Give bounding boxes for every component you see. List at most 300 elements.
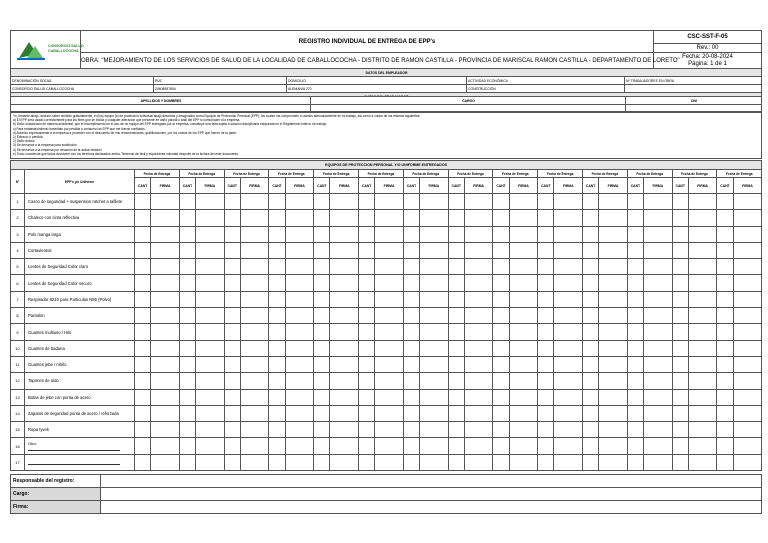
- signature-cell[interactable]: [733, 226, 762, 242]
- quantity-cell[interactable]: [224, 356, 240, 372]
- quantity-cell[interactable]: [269, 324, 285, 340]
- signature-cell[interactable]: [151, 242, 180, 258]
- quantity-cell[interactable]: [582, 275, 598, 291]
- signature-cell[interactable]: [599, 291, 628, 307]
- signature-cell[interactable]: [509, 210, 538, 226]
- signature-cell[interactable]: [688, 259, 717, 275]
- employer-value[interactable]: 20608987654: [154, 85, 287, 93]
- quantity-cell[interactable]: [314, 226, 330, 242]
- signature-cell[interactable]: [375, 226, 404, 242]
- signature-cell[interactable]: [688, 194, 717, 210]
- signature-cell[interactable]: [464, 405, 493, 421]
- quantity-cell[interactable]: [627, 422, 643, 438]
- quantity-cell[interactable]: [627, 259, 643, 275]
- quantity-cell[interactable]: [672, 259, 688, 275]
- signature-cell[interactable]: [196, 438, 225, 454]
- quantity-cell[interactable]: [448, 389, 464, 405]
- quantity-cell[interactable]: [672, 324, 688, 340]
- quantity-cell[interactable]: [269, 275, 285, 291]
- signature-cell[interactable]: [420, 259, 449, 275]
- quantity-cell[interactable]: [717, 422, 733, 438]
- signature-cell[interactable]: [285, 356, 314, 372]
- quantity-cell[interactable]: [493, 324, 509, 340]
- signature-cell[interactable]: [375, 438, 404, 454]
- signature-cell[interactable]: [375, 356, 404, 372]
- signature-cell[interactable]: [644, 324, 673, 340]
- signature-cell[interactable]: [240, 291, 269, 307]
- signature-cell[interactable]: [733, 275, 762, 291]
- quantity-cell[interactable]: [403, 291, 419, 307]
- signature-cell[interactable]: [599, 340, 628, 356]
- signature-cell[interactable]: [285, 373, 314, 389]
- quantity-cell[interactable]: [717, 373, 733, 389]
- signature-cell[interactable]: [196, 340, 225, 356]
- signature-cell[interactable]: [599, 242, 628, 258]
- quantity-cell[interactable]: [135, 226, 151, 242]
- quantity-cell[interactable]: [135, 291, 151, 307]
- quantity-cell[interactable]: [403, 389, 419, 405]
- quantity-cell[interactable]: [493, 454, 509, 470]
- signature-cell[interactable]: [688, 324, 717, 340]
- quantity-cell[interactable]: [403, 210, 419, 226]
- signature-cell[interactable]: [240, 275, 269, 291]
- quantity-cell[interactable]: [135, 356, 151, 372]
- quantity-cell[interactable]: [493, 389, 509, 405]
- quantity-cell[interactable]: [627, 242, 643, 258]
- signature-cell[interactable]: [733, 194, 762, 210]
- quantity-cell[interactable]: [269, 259, 285, 275]
- signature-cell[interactable]: [509, 226, 538, 242]
- quantity-cell[interactable]: [403, 242, 419, 258]
- employer-value[interactable]: [625, 85, 762, 93]
- quantity-cell[interactable]: [448, 373, 464, 389]
- quantity-cell[interactable]: [448, 454, 464, 470]
- cargo-field[interactable]: [101, 488, 762, 501]
- quantity-cell[interactable]: [314, 275, 330, 291]
- quantity-cell[interactable]: [493, 373, 509, 389]
- quantity-cell[interactable]: [672, 291, 688, 307]
- quantity-cell[interactable]: [672, 422, 688, 438]
- signature-cell[interactable]: [420, 405, 449, 421]
- quantity-cell[interactable]: [358, 454, 374, 470]
- signature-cell[interactable]: [464, 194, 493, 210]
- signature-cell[interactable]: [285, 210, 314, 226]
- quantity-cell[interactable]: [358, 340, 374, 356]
- quantity-cell[interactable]: [582, 324, 598, 340]
- quantity-cell[interactable]: [717, 242, 733, 258]
- quantity-cell[interactable]: [358, 194, 374, 210]
- quantity-cell[interactable]: [538, 324, 554, 340]
- signature-cell[interactable]: [196, 405, 225, 421]
- quantity-cell[interactable]: [314, 259, 330, 275]
- signature-cell[interactable]: [733, 356, 762, 372]
- signature-cell[interactable]: [285, 389, 314, 405]
- quantity-cell[interactable]: [448, 405, 464, 421]
- signature-cell[interactable]: [375, 308, 404, 324]
- signature-cell[interactable]: [554, 340, 583, 356]
- quantity-cell[interactable]: [358, 308, 374, 324]
- signature-cell[interactable]: [151, 259, 180, 275]
- signature-cell[interactable]: [196, 194, 225, 210]
- signature-cell[interactable]: [733, 373, 762, 389]
- quantity-cell[interactable]: [403, 422, 419, 438]
- quantity-cell[interactable]: [672, 373, 688, 389]
- signature-cell[interactable]: [464, 242, 493, 258]
- other-item-field[interactable]: [28, 460, 120, 465]
- quantity-cell[interactable]: [717, 340, 733, 356]
- signature-cell[interactable]: [688, 405, 717, 421]
- signature-cell[interactable]: [420, 275, 449, 291]
- quantity-cell[interactable]: [179, 291, 195, 307]
- signature-cell[interactable]: [420, 389, 449, 405]
- signature-cell[interactable]: [240, 340, 269, 356]
- quantity-cell[interactable]: [314, 438, 330, 454]
- signature-cell[interactable]: [688, 422, 717, 438]
- signature-cell[interactable]: [285, 422, 314, 438]
- signature-cell[interactable]: [644, 438, 673, 454]
- quantity-cell[interactable]: [269, 405, 285, 421]
- signature-cell[interactable]: [554, 454, 583, 470]
- quantity-cell[interactable]: [135, 422, 151, 438]
- signature-cell[interactable]: [240, 210, 269, 226]
- quantity-cell[interactable]: [135, 454, 151, 470]
- quantity-cell[interactable]: [269, 356, 285, 372]
- quantity-cell[interactable]: [224, 340, 240, 356]
- signature-cell[interactable]: [330, 438, 359, 454]
- signature-cell[interactable]: [330, 210, 359, 226]
- signature-cell[interactable]: [644, 422, 673, 438]
- quantity-cell[interactable]: [448, 226, 464, 242]
- signature-cell[interactable]: [285, 275, 314, 291]
- signature-cell[interactable]: [554, 194, 583, 210]
- signature-cell[interactable]: [688, 291, 717, 307]
- quantity-cell[interactable]: [493, 210, 509, 226]
- signature-cell[interactable]: [240, 194, 269, 210]
- quantity-cell[interactable]: [269, 340, 285, 356]
- signature-cell[interactable]: [420, 438, 449, 454]
- quantity-cell[interactable]: [627, 308, 643, 324]
- signature-cell[interactable]: [151, 373, 180, 389]
- signature-cell[interactable]: [599, 324, 628, 340]
- quantity-cell[interactable]: [224, 308, 240, 324]
- signature-cell[interactable]: [196, 324, 225, 340]
- quantity-cell[interactable]: [135, 340, 151, 356]
- signature-cell[interactable]: [509, 308, 538, 324]
- signature-cell[interactable]: [688, 275, 717, 291]
- quantity-cell[interactable]: [672, 226, 688, 242]
- quantity-cell[interactable]: [493, 438, 509, 454]
- signature-cell[interactable]: [464, 275, 493, 291]
- signature-cell[interactable]: [330, 405, 359, 421]
- signature-cell[interactable]: [554, 226, 583, 242]
- signature-cell[interactable]: [196, 242, 225, 258]
- signature-cell[interactable]: [554, 373, 583, 389]
- signature-cell[interactable]: [151, 356, 180, 372]
- signature-cell[interactable]: [330, 194, 359, 210]
- signature-cell[interactable]: [464, 259, 493, 275]
- quantity-cell[interactable]: [403, 324, 419, 340]
- quantity-cell[interactable]: [717, 259, 733, 275]
- quantity-cell[interactable]: [358, 291, 374, 307]
- employer-value[interactable]: CONSORCIO SALUD CABALLOCOCHA: [11, 85, 154, 93]
- signature-cell[interactable]: [644, 373, 673, 389]
- quantity-cell[interactable]: [314, 454, 330, 470]
- signature-cell[interactable]: [285, 438, 314, 454]
- quantity-cell[interactable]: [717, 389, 733, 405]
- quantity-cell[interactable]: [403, 356, 419, 372]
- signature-cell[interactable]: [509, 340, 538, 356]
- quantity-cell[interactable]: [224, 324, 240, 340]
- quantity-cell[interactable]: [672, 210, 688, 226]
- quantity-cell[interactable]: [582, 210, 598, 226]
- quantity-cell[interactable]: [403, 259, 419, 275]
- signature-cell[interactable]: [688, 454, 717, 470]
- signature-cell[interactable]: [464, 340, 493, 356]
- signature-cell[interactable]: [420, 291, 449, 307]
- signature-cell[interactable]: [554, 259, 583, 275]
- signature-cell[interactable]: [151, 438, 180, 454]
- signature-cell[interactable]: [644, 275, 673, 291]
- signature-cell[interactable]: [285, 194, 314, 210]
- quantity-cell[interactable]: [717, 308, 733, 324]
- quantity-cell[interactable]: [403, 405, 419, 421]
- quantity-cell[interactable]: [224, 226, 240, 242]
- signature-cell[interactable]: [509, 242, 538, 258]
- signature-cell[interactable]: [599, 194, 628, 210]
- quantity-cell[interactable]: [717, 405, 733, 421]
- signature-cell[interactable]: [151, 454, 180, 470]
- signature-cell[interactable]: [420, 210, 449, 226]
- signature-cell[interactable]: [375, 389, 404, 405]
- signature-cell[interactable]: [554, 356, 583, 372]
- quantity-cell[interactable]: [135, 259, 151, 275]
- signature-cell[interactable]: [733, 422, 762, 438]
- signature-cell[interactable]: [464, 389, 493, 405]
- signature-cell[interactable]: [285, 308, 314, 324]
- signature-cell[interactable]: [151, 422, 180, 438]
- signature-cell[interactable]: [688, 373, 717, 389]
- quantity-cell[interactable]: [538, 389, 554, 405]
- quantity-cell[interactable]: [717, 291, 733, 307]
- signature-cell[interactable]: [240, 422, 269, 438]
- quantity-cell[interactable]: [135, 438, 151, 454]
- signature-cell[interactable]: [599, 226, 628, 242]
- signature-cell[interactable]: [509, 356, 538, 372]
- quantity-cell[interactable]: [448, 308, 464, 324]
- quantity-cell[interactable]: [672, 242, 688, 258]
- quantity-cell[interactable]: [493, 275, 509, 291]
- quantity-cell[interactable]: [672, 438, 688, 454]
- signature-cell[interactable]: [509, 422, 538, 438]
- signature-cell[interactable]: [330, 259, 359, 275]
- quantity-cell[interactable]: [538, 340, 554, 356]
- signature-cell[interactable]: [375, 242, 404, 258]
- quantity-cell[interactable]: [493, 422, 509, 438]
- signature-cell[interactable]: [285, 259, 314, 275]
- signature-cell[interactable]: [151, 405, 180, 421]
- quantity-cell[interactable]: [224, 389, 240, 405]
- quantity-cell[interactable]: [403, 226, 419, 242]
- quantity-cell[interactable]: [358, 242, 374, 258]
- signature-cell[interactable]: [509, 275, 538, 291]
- signature-cell[interactable]: [375, 291, 404, 307]
- quantity-cell[interactable]: [582, 389, 598, 405]
- signature-cell[interactable]: [688, 340, 717, 356]
- quantity-cell[interactable]: [717, 194, 733, 210]
- signature-cell[interactable]: [733, 242, 762, 258]
- quantity-cell[interactable]: [672, 405, 688, 421]
- signature-cell[interactable]: [464, 324, 493, 340]
- signature-cell[interactable]: [733, 291, 762, 307]
- signature-cell[interactable]: [733, 340, 762, 356]
- quantity-cell[interactable]: [135, 210, 151, 226]
- signature-cell[interactable]: [240, 226, 269, 242]
- signature-cell[interactable]: [688, 308, 717, 324]
- signature-cell[interactable]: [599, 454, 628, 470]
- quantity-cell[interactable]: [179, 373, 195, 389]
- quantity-cell[interactable]: [627, 194, 643, 210]
- quantity-cell[interactable]: [582, 438, 598, 454]
- signature-cell[interactable]: [240, 356, 269, 372]
- signature-cell[interactable]: [644, 405, 673, 421]
- quantity-cell[interactable]: [538, 194, 554, 210]
- signature-cell[interactable]: [554, 324, 583, 340]
- signature-cell[interactable]: [420, 308, 449, 324]
- signature-cell[interactable]: [599, 438, 628, 454]
- quantity-cell[interactable]: [672, 389, 688, 405]
- signature-cell[interactable]: [196, 454, 225, 470]
- quantity-cell[interactable]: [448, 275, 464, 291]
- quantity-cell[interactable]: [627, 356, 643, 372]
- signature-cell[interactable]: [420, 356, 449, 372]
- quantity-cell[interactable]: [179, 438, 195, 454]
- signature-cell[interactable]: [420, 340, 449, 356]
- signature-cell[interactable]: [644, 259, 673, 275]
- quantity-cell[interactable]: [179, 226, 195, 242]
- quantity-cell[interactable]: [224, 259, 240, 275]
- signature-cell[interactable]: [688, 242, 717, 258]
- quantity-cell[interactable]: [269, 291, 285, 307]
- quantity-cell[interactable]: [179, 422, 195, 438]
- quantity-cell[interactable]: [179, 405, 195, 421]
- quantity-cell[interactable]: [538, 438, 554, 454]
- signature-cell[interactable]: [285, 454, 314, 470]
- signature-cell[interactable]: [554, 438, 583, 454]
- signature-cell[interactable]: [285, 242, 314, 258]
- quantity-cell[interactable]: [358, 275, 374, 291]
- signature-cell[interactable]: [733, 259, 762, 275]
- signature-cell[interactable]: [464, 438, 493, 454]
- quantity-cell[interactable]: [538, 373, 554, 389]
- signature-cell[interactable]: [644, 356, 673, 372]
- quantity-cell[interactable]: [224, 422, 240, 438]
- signature-cell[interactable]: [464, 373, 493, 389]
- signature-cell[interactable]: [733, 454, 762, 470]
- quantity-cell[interactable]: [269, 422, 285, 438]
- quantity-cell[interactable]: [314, 373, 330, 389]
- quantity-cell[interactable]: [179, 324, 195, 340]
- quantity-cell[interactable]: [224, 405, 240, 421]
- quantity-cell[interactable]: [448, 324, 464, 340]
- quantity-cell[interactable]: [358, 405, 374, 421]
- signature-cell[interactable]: [733, 405, 762, 421]
- quantity-cell[interactable]: [314, 308, 330, 324]
- signature-cell[interactable]: [240, 389, 269, 405]
- quantity-cell[interactable]: [493, 340, 509, 356]
- signature-cell[interactable]: [644, 242, 673, 258]
- signature-cell[interactable]: [554, 275, 583, 291]
- quantity-cell[interactable]: [269, 373, 285, 389]
- quantity-cell[interactable]: [627, 405, 643, 421]
- signature-cell[interactable]: [330, 308, 359, 324]
- quantity-cell[interactable]: [403, 438, 419, 454]
- quantity-cell[interactable]: [672, 275, 688, 291]
- quantity-cell[interactable]: [314, 242, 330, 258]
- signature-cell[interactable]: [509, 194, 538, 210]
- quantity-cell[interactable]: [135, 242, 151, 258]
- quantity-cell[interactable]: [493, 356, 509, 372]
- signature-cell[interactable]: [196, 259, 225, 275]
- quantity-cell[interactable]: [493, 259, 509, 275]
- signature-cell[interactable]: [240, 405, 269, 421]
- quantity-cell[interactable]: [672, 454, 688, 470]
- signature-cell[interactable]: [464, 226, 493, 242]
- quantity-cell[interactable]: [403, 275, 419, 291]
- quantity-cell[interactable]: [582, 340, 598, 356]
- quantity-cell[interactable]: [717, 275, 733, 291]
- signature-cell[interactable]: [733, 438, 762, 454]
- signature-cell[interactable]: [599, 422, 628, 438]
- quantity-cell[interactable]: [358, 356, 374, 372]
- signature-cell[interactable]: [285, 340, 314, 356]
- quantity-cell[interactable]: [179, 194, 195, 210]
- signature-cell[interactable]: [733, 308, 762, 324]
- signature-cell[interactable]: [240, 324, 269, 340]
- signature-cell[interactable]: [375, 194, 404, 210]
- quantity-cell[interactable]: [582, 422, 598, 438]
- signature-cell[interactable]: [375, 373, 404, 389]
- quantity-cell[interactable]: [493, 242, 509, 258]
- quantity-cell[interactable]: [717, 454, 733, 470]
- signature-cell[interactable]: [240, 373, 269, 389]
- quantity-cell[interactable]: [538, 275, 554, 291]
- signature-cell[interactable]: [285, 291, 314, 307]
- quantity-cell[interactable]: [538, 422, 554, 438]
- signature-cell[interactable]: [375, 454, 404, 470]
- signature-cell[interactable]: [151, 194, 180, 210]
- quantity-cell[interactable]: [269, 454, 285, 470]
- quantity-cell[interactable]: [314, 405, 330, 421]
- quantity-cell[interactable]: [358, 422, 374, 438]
- quantity-cell[interactable]: [358, 259, 374, 275]
- quantity-cell[interactable]: [493, 226, 509, 242]
- signature-cell[interactable]: [509, 291, 538, 307]
- signature-cell[interactable]: [375, 259, 404, 275]
- quantity-cell[interactable]: [582, 291, 598, 307]
- signature-cell[interactable]: [688, 438, 717, 454]
- quantity-cell[interactable]: [627, 454, 643, 470]
- quantity-cell[interactable]: [358, 324, 374, 340]
- quantity-cell[interactable]: [224, 275, 240, 291]
- signature-cell[interactable]: [554, 242, 583, 258]
- quantity-cell[interactable]: [582, 405, 598, 421]
- signature-cell[interactable]: [151, 275, 180, 291]
- quantity-cell[interactable]: [448, 291, 464, 307]
- responsable-field[interactable]: [101, 475, 762, 488]
- quantity-cell[interactable]: [135, 275, 151, 291]
- quantity-cell[interactable]: [224, 291, 240, 307]
- signature-cell[interactable]: [509, 259, 538, 275]
